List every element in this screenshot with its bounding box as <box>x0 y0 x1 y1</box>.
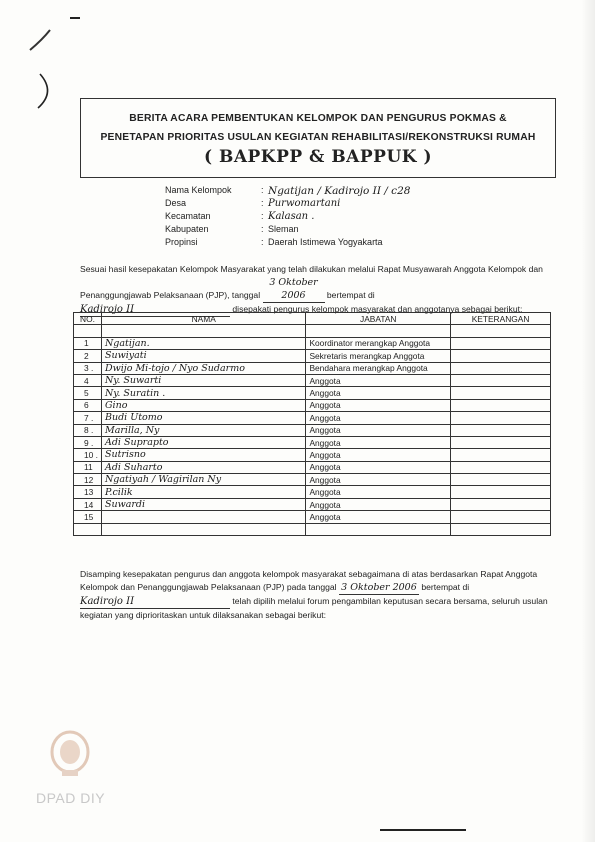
closing-place: Kadirojo II <box>80 595 230 609</box>
info-colon: : <box>261 198 264 208</box>
closing-text-1: Disamping kesepakatan pengurus dan anggota kelompok masyarakat sebagaimana di atas berdasarkan Rapat Anggota Kelompok dan Penanggungjawab Pelaksanaan (PJP) pada tanggal <box>80 569 538 592</box>
cell-no: 2 <box>74 350 102 362</box>
table-row <box>74 424 551 436</box>
cell-keterangan <box>451 436 551 448</box>
cell-no: 12 <box>74 474 102 486</box>
cell-jabatan: Anggota <box>306 374 451 386</box>
cell-nama: Adi Suharto <box>101 461 305 473</box>
table-row <box>74 399 551 411</box>
cell-jabatan: Anggota <box>306 461 451 473</box>
info-value: Daerah Istimewa Yogyakarta <box>268 237 383 247</box>
cell-jabatan: Anggota <box>306 387 451 399</box>
cell-nama: Marilla, Ny <box>101 424 305 436</box>
header-line-2: PENETAPAN PRIORITAS USULAN KEGIATAN REHABILITASI/REKONSTRUKSI RUMAH <box>100 132 536 143</box>
page-edge-shadow <box>581 0 595 842</box>
cell-nama: Ny. Suratin . <box>101 387 305 399</box>
margin-marks <box>0 0 80 140</box>
closing-text-2: bertempat di <box>421 582 470 592</box>
cell-jabatan: Koordinator merangkap Anggota <box>306 337 451 349</box>
header-line-3: ( BAPKPP & BAPPUK ) <box>203 147 433 167</box>
table-row <box>74 436 551 448</box>
cell-keterangan <box>451 461 551 473</box>
cell-no: 15 <box>74 511 102 523</box>
archive-seal-icon <box>48 728 92 780</box>
cell-jabatan: Anggota <box>306 498 451 510</box>
cell-no: 13 <box>74 486 102 498</box>
cell-keterangan <box>451 449 551 461</box>
cell-keterangan <box>451 387 551 399</box>
table-row <box>74 449 551 461</box>
cell-jabatan: Bendahara merangkap Anggota <box>306 362 451 374</box>
intro-paragraph <box>80 263 550 317</box>
col-header-keterangan: KETERANGAN <box>451 313 551 325</box>
info-value: Sleman <box>268 224 299 234</box>
cell-no: 3 . <box>74 362 102 374</box>
table-header-row <box>74 313 551 325</box>
cell-no: 7 . <box>74 412 102 424</box>
cell-no: 14 <box>74 498 102 510</box>
table-row <box>74 474 551 486</box>
cell-nama: Ny. Suwarti <box>101 374 305 386</box>
cell-keterangan <box>451 424 551 436</box>
closing-paragraph <box>80 568 550 622</box>
table-row <box>74 461 551 473</box>
watermark: DPAD DIY <box>36 790 106 806</box>
cell-no: 1 <box>74 337 102 349</box>
table-row <box>74 498 551 510</box>
cell-keterangan <box>451 412 551 424</box>
table-row <box>74 337 551 349</box>
cell-jabatan: Anggota <box>306 449 451 461</box>
table-row <box>74 511 551 523</box>
table-row <box>74 486 551 498</box>
cell-no: 8 . <box>74 424 102 436</box>
info-value: Purwomartani <box>268 198 341 209</box>
cell-nama: Suwardi <box>101 498 305 510</box>
col-header-nama: NAMA <box>101 313 305 325</box>
table-row <box>74 350 551 362</box>
cell-no: 6 <box>74 399 102 411</box>
cell-nama: Ngatijan. <box>101 337 305 349</box>
col-header-no: NO. <box>74 313 102 325</box>
cell-keterangan <box>451 350 551 362</box>
cell-keterangan <box>451 374 551 386</box>
table-spacer-row <box>74 523 551 535</box>
table-row <box>74 412 551 424</box>
header-line-1: BERITA ACARA PEMBENTUKAN KELOMPOK DAN PENGURUS POKMAS & <box>129 113 507 124</box>
cell-nama: P.cilik <box>101 486 305 498</box>
intro-place: Kadirojo II <box>80 303 230 317</box>
cell-jabatan: Anggota <box>306 424 451 436</box>
info-colon: : <box>261 237 264 247</box>
cell-nama: Gino <box>101 399 305 411</box>
cell-keterangan <box>451 474 551 486</box>
info-colon: : <box>261 211 264 221</box>
intro-text-3: disepakati pengurus kelompok masyarakat dan anggotanya sebagai berikut: <box>232 304 523 314</box>
info-colon: : <box>261 224 264 234</box>
info-label: Propinsi <box>165 237 198 247</box>
col-header-jabatan: JABATAN <box>306 313 451 325</box>
cell-nama: Budi Utomo <box>101 412 305 424</box>
cell-no: 4 <box>74 374 102 386</box>
cell-no: 10 . <box>74 449 102 461</box>
cell-jabatan: Anggota <box>306 399 451 411</box>
intro-text-2: bertempat di <box>326 290 375 300</box>
info-label: Kecamatan <box>165 211 211 221</box>
cell-jabatan: Anggota <box>306 486 451 498</box>
info-label: Nama Kelompok <box>165 185 232 195</box>
closing-date: 3 Oktober 2006 <box>339 581 419 595</box>
members-table <box>73 312 551 536</box>
table-row <box>74 374 551 386</box>
info-value: Kalasan . <box>268 211 315 222</box>
document-header <box>80 98 556 178</box>
cell-jabatan: Anggota <box>306 511 451 523</box>
cell-jabatan: Anggota <box>306 412 451 424</box>
cell-nama: Suwiyati <box>101 350 305 362</box>
info-label: Kabupaten <box>165 224 209 234</box>
cell-keterangan <box>451 399 551 411</box>
cell-jabatan: Anggota <box>306 474 451 486</box>
cell-nama: Ngatiyah / Wagirilan Ny <box>101 474 305 486</box>
cell-keterangan <box>451 362 551 374</box>
cell-nama <box>101 511 305 523</box>
info-colon: : <box>261 185 264 195</box>
cell-no: 5 <box>74 387 102 399</box>
table-spacer-row <box>74 325 551 337</box>
cell-keterangan <box>451 511 551 523</box>
cell-keterangan <box>451 486 551 498</box>
cell-no: 11 <box>74 461 102 473</box>
footer-mark <box>380 829 466 831</box>
info-label: Desa <box>165 198 187 208</box>
cell-jabatan: Sekretaris merangkap Anggota <box>306 350 451 362</box>
cell-nama: Dwijo Mi-tojo / Nyo Sudarmo <box>101 362 305 374</box>
table-body <box>74 337 551 523</box>
cell-nama: Adi Suprapto <box>101 436 305 448</box>
cell-nama: Sutrisno <box>101 449 305 461</box>
info-value: Ngatijan / Kadirojo II / c28 <box>268 185 411 197</box>
closing-text-3: telah dipilih melalui forum pengambilan keputusan secara bersama, seluruh usulan kegiatan yang diprioritaskan untuk dilaksanakan sebagai berikut: <box>80 596 548 620</box>
intro-date: 3 Oktober 2006 <box>263 276 325 303</box>
cell-jabatan: Anggota <box>306 436 451 448</box>
cell-keterangan <box>451 498 551 510</box>
intro-text-1: Sesuai hasil kesepakatan Kelompok Masyarakat yang telah dilakukan melalui Rapat Musyawarah Anggota Kelompok dan Penanggungjawab Pelaksanaan (PJP), tanggal <box>80 264 543 300</box>
table-row <box>74 362 551 374</box>
cell-keterangan <box>451 337 551 349</box>
table-row <box>74 387 551 399</box>
cell-no: 9 . <box>74 436 102 448</box>
